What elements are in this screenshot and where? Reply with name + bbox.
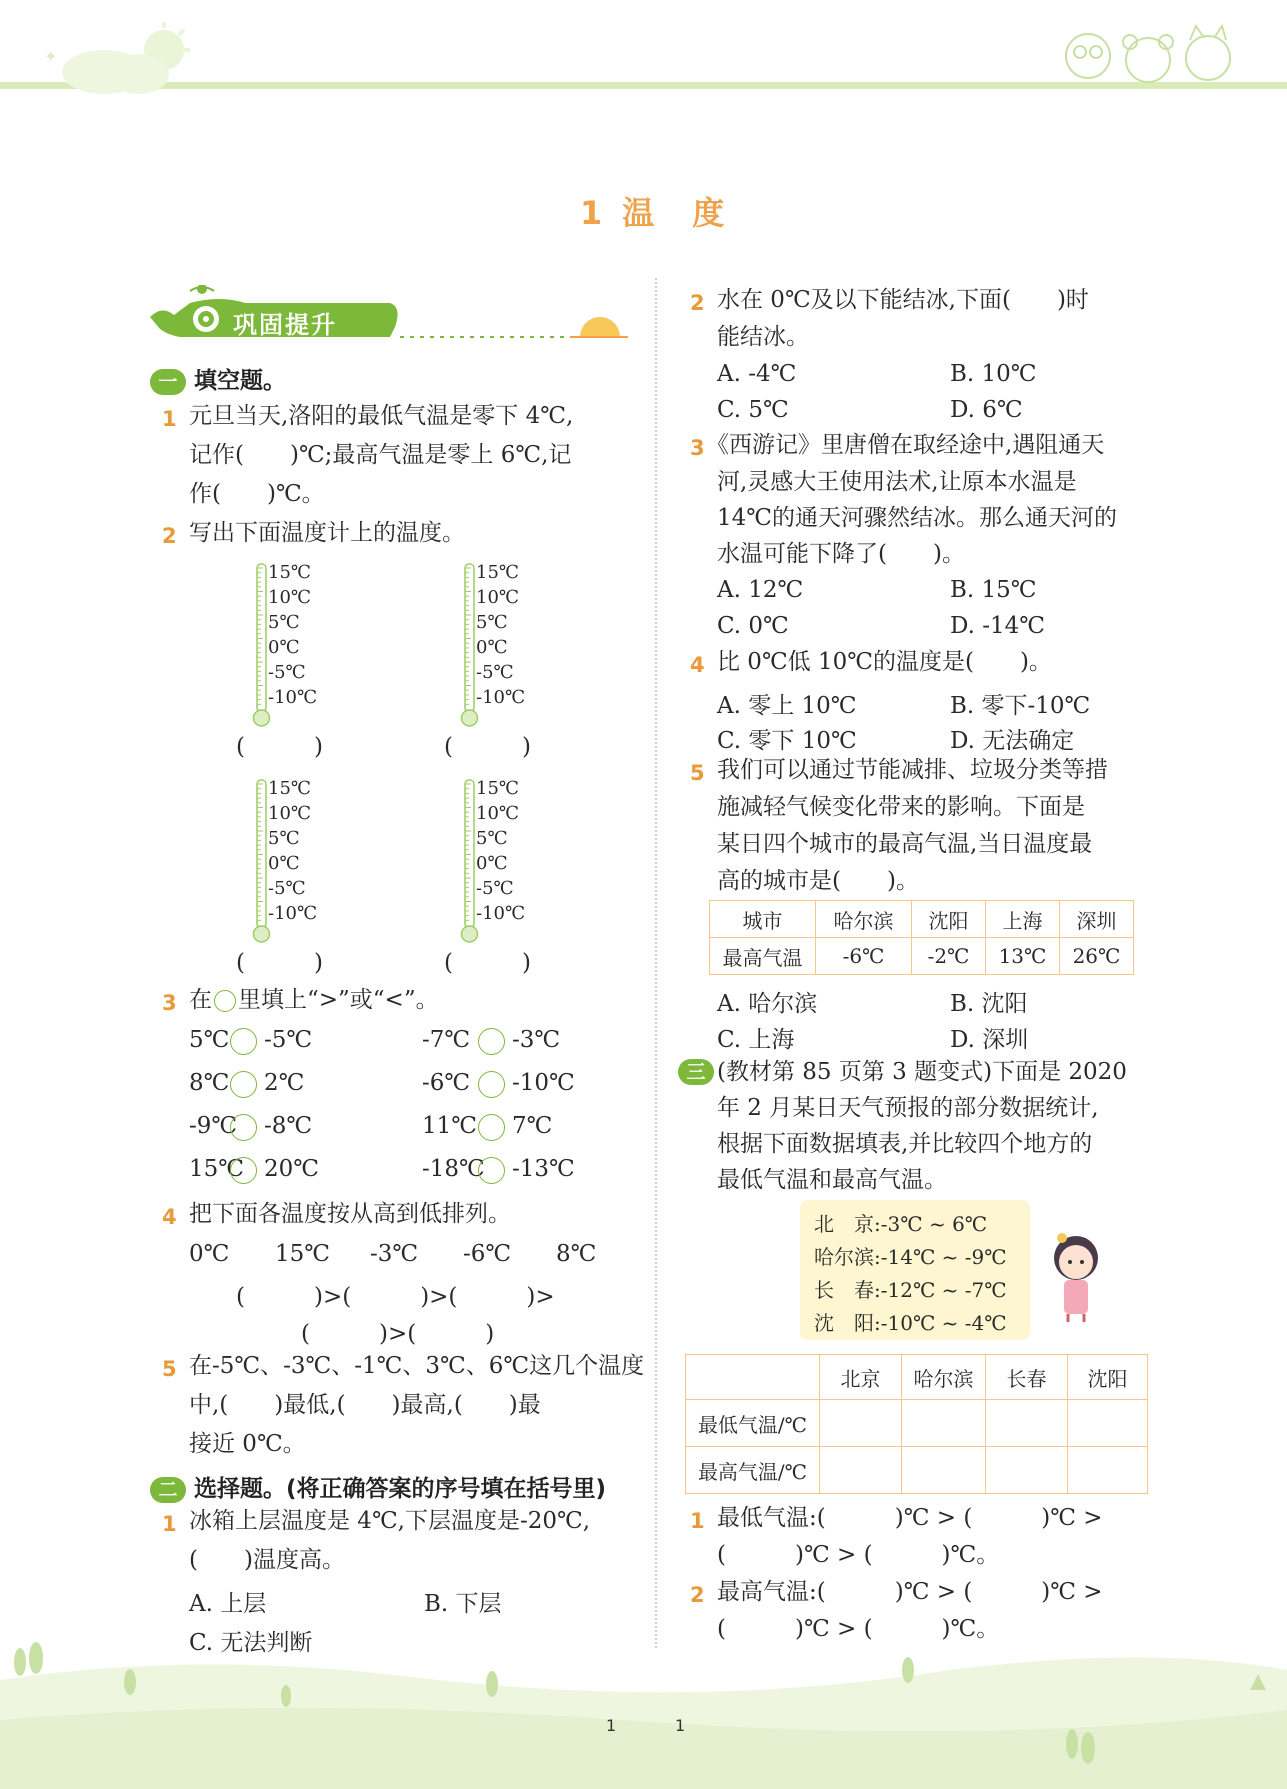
compare-value: 15℃	[189, 1156, 244, 1182]
r-q2-number: 2	[690, 291, 705, 315]
r-q3-line-1: 《西游记》里唐僧在取经途中,遇阻通天	[706, 432, 1105, 458]
compare-circle-input[interactable]	[478, 1028, 505, 1055]
table-row	[686, 1355, 1148, 1400]
thermometer-label: 10℃	[476, 587, 520, 608]
table-input-cell[interactable]	[1068, 1447, 1148, 1494]
sun-cloud-icon	[44, 22, 194, 102]
r-q5-line-3: 某日四个城市的最高气温,当日温度最	[717, 831, 1093, 857]
thermometer-label: 0℃	[476, 853, 508, 874]
table-row	[686, 1400, 1148, 1447]
table-input-cell[interactable]	[820, 1400, 902, 1447]
thermometer-label: 10℃	[476, 803, 520, 824]
info-line: 沈 阳:-10℃ ~ -4℃	[814, 1311, 1007, 1335]
r-q5-line-1: 我们可以通过节能减排、垃圾分类等措	[717, 757, 1108, 783]
compare-circle-input[interactable]	[230, 1114, 257, 1141]
r-q3-line-4: 水温可能下降了( )。	[717, 541, 965, 567]
section-banner	[150, 285, 630, 355]
table-cell: 沈阳	[1068, 1355, 1148, 1400]
q4-value-3: -3℃	[370, 1241, 419, 1267]
info-line: 北 京:-3℃ ~ 6℃	[814, 1212, 988, 1236]
table-input-cell[interactable]	[902, 1400, 986, 1447]
section-3-badge: 三	[678, 1058, 722, 1085]
table-cell: 沈阳	[912, 901, 986, 938]
q4-value-5: 8℃	[556, 1241, 597, 1267]
compare-circle-input[interactable]	[478, 1114, 505, 1141]
thermometer-label: 15℃	[476, 778, 520, 799]
table-row	[686, 1447, 1148, 1494]
a1-line-1[interactable]: 最低气温:( )℃ > ( )℃ >	[717, 1505, 1103, 1531]
thermometer-answer-blank[interactable]: ( )	[444, 734, 531, 760]
r-q4-option-a[interactable]: A. 零上 10℃	[717, 693, 857, 719]
animals-icon	[1058, 18, 1248, 88]
thermometer-label: 15℃	[268, 562, 312, 583]
table-cell: 哈尔滨	[816, 901, 912, 938]
thermometer-label: -5℃	[268, 878, 306, 899]
a1-number: 1	[690, 1509, 705, 1533]
info-line: 长 春:-12℃ ~ -7℃	[814, 1278, 1007, 1302]
table-input-cell[interactable]	[986, 1400, 1068, 1447]
compare-value: 5℃	[189, 1027, 230, 1053]
r-q5-number: 5	[690, 761, 705, 785]
page-number-left: 1	[606, 1716, 617, 1735]
r-q2-option-d[interactable]: D. 6℃	[950, 397, 1023, 423]
table-cell: 最高气温	[710, 938, 816, 975]
r-q4-line-1: 比 0℃低 10℃的温度是( )。	[717, 649, 1052, 675]
compare-circle-input[interactable]	[230, 1071, 257, 1098]
banner-label: 巩固提升	[233, 311, 337, 339]
s3-line-3: 根据下面数据填表,并比较四个地方的	[717, 1131, 1093, 1157]
compare-value: 11℃	[422, 1113, 477, 1139]
r-q5-option-a[interactable]: A. 哈尔滨	[717, 991, 818, 1017]
r-q3-option-d[interactable]: D. -14℃	[950, 613, 1046, 639]
q5-line-3: 接近 0℃。	[189, 1431, 306, 1457]
r-q4-option-d[interactable]: D. 无法确定	[950, 728, 1075, 754]
q4-order-row-2[interactable]: ( )>( )	[301, 1321, 495, 1347]
s2q1-option-a[interactable]: A. 上层	[189, 1591, 267, 1617]
q2-line-1: 写出下面温度计上的温度。	[189, 520, 465, 546]
q3-line-1: 在 里填上“>”或“<”。	[189, 987, 439, 1013]
q5-number: 5	[162, 1357, 177, 1381]
r-q5-option-d[interactable]: D. 深圳	[950, 1027, 1029, 1053]
table-cell: 上海	[986, 901, 1060, 938]
thermometer-label: 10℃	[268, 587, 312, 608]
s3-line-1: (教材第 85 页第 3 题变式)下面是 2020	[717, 1059, 1127, 1085]
r-q3-line-2: 河,灵感大王使用法术,让原本水温是	[717, 469, 1077, 495]
compare-value: -7℃	[422, 1027, 471, 1053]
thermometer-label: -5℃	[268, 662, 306, 683]
thermometer-label: 5℃	[476, 828, 508, 849]
s2q1-option-c[interactable]: C. 无法判断	[189, 1630, 313, 1656]
q4-value-1: 0℃	[189, 1241, 230, 1267]
compare-value: -13℃	[512, 1156, 575, 1182]
r-q2-line-1: 水在 0℃及以下能结冰,下面( )时	[717, 287, 1089, 313]
compare-circle-input[interactable]	[478, 1071, 505, 1098]
table-cell: -2℃	[912, 938, 986, 975]
section-2-heading: 二 选择题。(将正确答案的序号填在括号里)	[150, 1470, 606, 1503]
r-q2-option-b[interactable]: B. 10℃	[950, 361, 1037, 387]
q3-number: 3	[162, 991, 177, 1015]
s2q1-number: 1	[162, 1512, 177, 1536]
thermometer-label: 15℃	[476, 562, 520, 583]
compare-value: 8℃	[189, 1070, 230, 1096]
table-cell: 最高气温/℃	[686, 1447, 820, 1494]
max-temp-table	[709, 900, 1134, 975]
compare-value: -5℃	[264, 1027, 313, 1053]
a2-line-1[interactable]: 最高气温:( )℃ > ( )℃ >	[717, 1579, 1103, 1605]
column-divider	[655, 278, 657, 1648]
r-q4-option-c[interactable]: C. 零下 10℃	[717, 728, 857, 754]
table-input-cell[interactable]	[820, 1447, 902, 1494]
thermometer-label: -10℃	[476, 687, 526, 708]
s3-line-2: 年 2 月某日天气预报的部分数据统计,	[717, 1095, 1099, 1121]
compare-value: -10℃	[512, 1070, 575, 1096]
q4-order-row-1[interactable]: ( )>( )>( )>	[236, 1284, 555, 1310]
r-q4-number: 4	[690, 653, 705, 677]
table-cell: 最低气温/℃	[686, 1400, 820, 1447]
q4-number: 4	[162, 1205, 177, 1229]
compare-circle-input[interactable]	[478, 1157, 505, 1184]
q5-line-2: 中,( )最低,( )最高,( )最	[189, 1392, 541, 1418]
thermometer-label: 0℃	[268, 853, 300, 874]
compare-value: -18℃	[422, 1156, 485, 1182]
q1-line-1: 元旦当天,洛阳的最低气温是零下 4℃,	[189, 403, 574, 429]
girl-illustration-icon	[1046, 1224, 1106, 1324]
info-line: 哈尔滨:-14℃ ~ -9℃	[814, 1245, 1007, 1269]
thermometer-label: 10℃	[268, 803, 312, 824]
table-row	[710, 901, 1134, 938]
thermometer-label: -10℃	[268, 687, 318, 708]
table-cell	[686, 1355, 820, 1400]
compare-value: 20℃	[264, 1156, 319, 1182]
compare-value: 2℃	[264, 1070, 305, 1096]
a2-line-2[interactable]: ( )℃ > ( )℃。	[717, 1616, 1000, 1642]
r-q4-option-b[interactable]: B. 零下-10℃	[950, 693, 1091, 719]
s3-line-4: 最低气温和最高气温。	[717, 1167, 947, 1193]
compare-circle-input[interactable]	[230, 1157, 257, 1184]
section-1-heading: 一 填空题。	[150, 362, 286, 395]
table-cell: 城市	[710, 901, 816, 938]
thermometer-label: 5℃	[476, 612, 508, 633]
thermometer-label: 5℃	[268, 828, 300, 849]
q4-line-1: 把下面各温度按从高到低排列。	[189, 1201, 511, 1227]
page-title: 1 温 度	[580, 194, 727, 232]
weather-fill-table	[685, 1354, 1148, 1494]
compare-circle-input[interactable]	[230, 1028, 257, 1055]
svg-text:✦: ✦	[44, 47, 58, 66]
table-cell: 深圳	[1060, 901, 1134, 938]
thermometer-label: -10℃	[476, 903, 526, 924]
compare-circle-icon	[214, 990, 236, 1012]
r-q5-line-2: 施减轻气候变化带来的影响。下面是	[717, 794, 1085, 820]
q1-line-2: 记作( )℃;最高气温是零上 6℃,记	[189, 442, 572, 468]
r-q2-option-a[interactable]: A. -4℃	[717, 361, 797, 387]
s2q1-line-1: 冰箱上层温度是 4℃,下层温度是-20℃,	[189, 1508, 591, 1534]
thermometer-label: 0℃	[476, 637, 508, 658]
a2-number: 2	[690, 1583, 705, 1607]
compare-value: -8℃	[264, 1113, 313, 1139]
r-q5-option-c[interactable]: C. 上海	[717, 1027, 795, 1053]
table-cell: -6℃	[816, 938, 912, 975]
r-q3-option-a[interactable]: A. 12℃	[717, 577, 804, 603]
q4-value-4: -6℃	[463, 1241, 512, 1267]
table-cell: 26℃	[1060, 938, 1134, 975]
table-input-cell[interactable]	[986, 1447, 1068, 1494]
r-q5-line-4: 高的城市是( )。	[717, 868, 919, 894]
footer-landscape	[0, 1640, 1287, 1789]
r-q3-option-c[interactable]: C. 0℃	[717, 613, 789, 639]
table-cell: 北京	[820, 1355, 902, 1400]
q2-number: 2	[162, 524, 177, 548]
thermometer-label: 0℃	[268, 637, 300, 658]
table-input-cell[interactable]	[902, 1447, 986, 1494]
thermometer-answer-blank[interactable]: ( )	[444, 950, 531, 976]
r-q3-number: 3	[690, 436, 705, 460]
table-row	[710, 938, 1134, 975]
thermometer-label: -10℃	[268, 903, 318, 924]
r-q3-line-3: 14℃的通天河骤然结冰。那么通天河的	[717, 505, 1117, 531]
s2q1-option-b[interactable]: B. 下层	[424, 1591, 502, 1617]
table-cell: 哈尔滨	[902, 1355, 986, 1400]
compare-value: -3℃	[512, 1027, 561, 1053]
thermometer-answer-blank[interactable]: ( )	[236, 734, 323, 760]
table-cell: 长春	[986, 1355, 1068, 1400]
table-input-cell[interactable]	[1068, 1400, 1148, 1447]
r-q2-option-c[interactable]: C. 5℃	[717, 397, 789, 423]
r-q2-line-2: 能结冰。	[717, 324, 809, 350]
table-cell: 13℃	[986, 938, 1060, 975]
page-number-right: 1	[675, 1716, 686, 1735]
r-q5-option-b[interactable]: B. 沈阳	[950, 991, 1028, 1017]
q4-value-2: 15℃	[275, 1241, 330, 1267]
thermometer-answer-blank[interactable]: ( )	[236, 950, 323, 976]
r-q3-option-b[interactable]: B. 15℃	[950, 577, 1037, 603]
q5-line-1: 在-5℃、-3℃、-1℃、3℃、6℃这几个温度	[189, 1353, 645, 1379]
a1-line-2[interactable]: ( )℃ > ( )℃。	[717, 1542, 1000, 1568]
compare-value: -9℃	[189, 1113, 238, 1139]
thermometer-label: -5℃	[476, 662, 514, 683]
thermometer-label: 5℃	[268, 612, 300, 633]
compare-value: 7℃	[512, 1113, 553, 1139]
s2q1-line-2: ( )温度高。	[189, 1547, 345, 1573]
thermometer-label: 15℃	[268, 778, 312, 799]
q1-line-3: 作( )℃。	[189, 481, 325, 507]
q1-number: 1	[162, 407, 177, 431]
thermometer-label: -5℃	[476, 878, 514, 899]
compare-value: -6℃	[422, 1070, 471, 1096]
